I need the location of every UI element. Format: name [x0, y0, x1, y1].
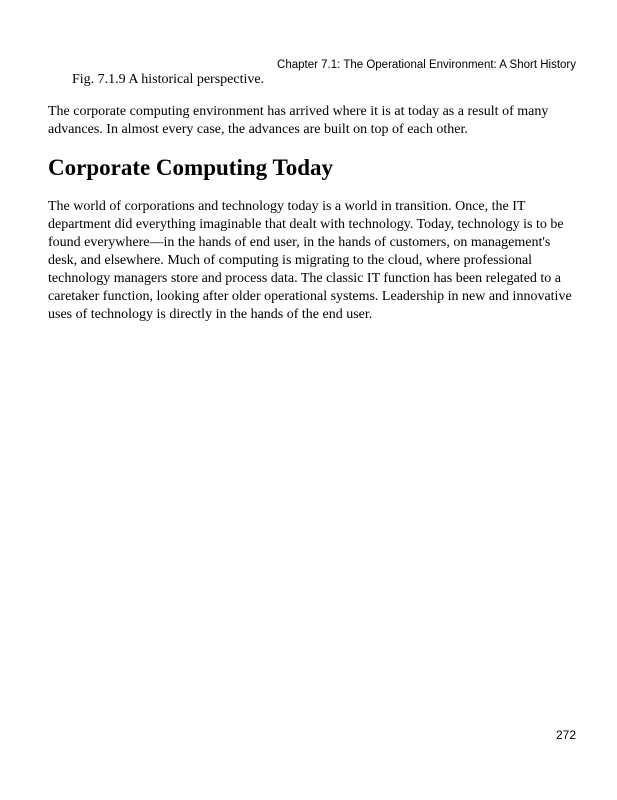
- intro-paragraph: The corporate computing environment has arrived where it is at today as a result of many advances. In almost every case, the advances are built on top of each other.: [48, 104, 549, 137]
- figure-caption: Fig. 7.1.9 A historical perspective.: [72, 72, 265, 87]
- running-header: Chapter 7.1: The Operational Environment: A Short History: [277, 59, 576, 71]
- section-heading: Corporate Computing Today: [48, 155, 333, 180]
- page-number: 272: [555, 728, 576, 742]
- section-paragraph: The world of corporations and technology today is a world in transition. Once, the IT department did everything imaginable that dealt with technology. Today, technology is to be found everywhere—in the hands of end user, in the hands of customers, on management's desk, and elsewhere. Much of computing is migrating to the cloud, where professional technology managers store and process data. The classic IT function has been relegated to a caretaker function, looking after older operational systems. Leadership in new and innovative uses of technology is directly in the hands of the end user.: [48, 199, 572, 322]
